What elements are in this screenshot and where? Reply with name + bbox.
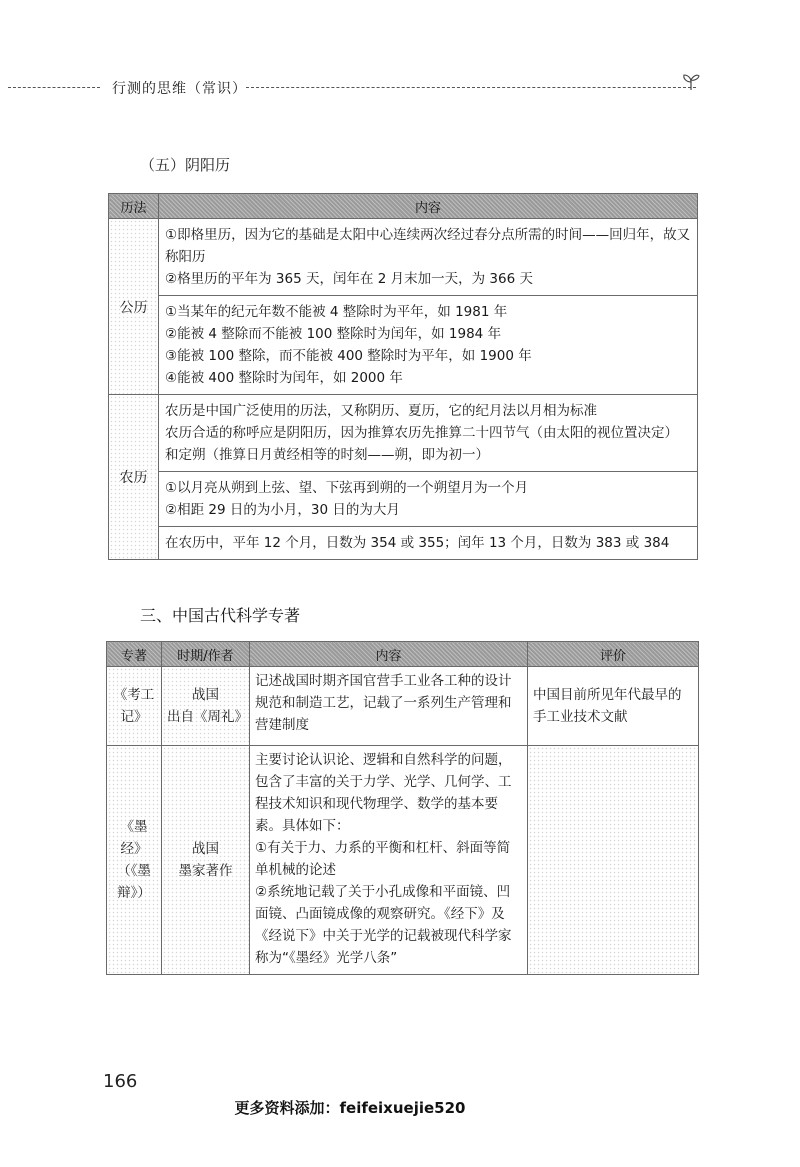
source-line: 出自《周礼》: [167, 709, 248, 725]
header-cell-book: 专著: [107, 642, 162, 667]
header-rule-left: [8, 87, 100, 88]
science-books-table: [106, 641, 699, 975]
section-title-science-books: 三、中国古代科学专著: [140, 606, 301, 625]
content-line: ①以月亮从朔到上弦、望、下弦再到朔的一个朔望月为一个月: [165, 480, 529, 496]
content-line: ③能被 100 整除，而不能被 400 整除时为平年，如 1900 年: [165, 348, 532, 364]
nongli-block-3: 在农历中，平年 12 个月，日数为 354 或 355；闰年 13 个月，日数为 383 或 384: [159, 527, 698, 560]
header-rule-right: [246, 87, 696, 88]
table-row: [107, 746, 699, 975]
book-title-line: 《墨经》: [120, 819, 148, 857]
footer-note: 更多资料添加：feifeixuejie520: [234, 1099, 466, 1117]
header-cell-calendar: 历法: [109, 194, 159, 219]
content-line: ④能被 400 整除时为闰年，如 2000 年: [165, 370, 403, 386]
page-number: 166: [103, 1071, 138, 1092]
period-mojing: [162, 746, 250, 975]
book-alt-title-line: （《墨辩》）: [117, 863, 151, 901]
content-line: 主要讨论认识论、逻辑和自然科学的问题，包含了丰富的关于力学、光学、几何学、工程技术知识和现代物理学、数学的基本要素。具体如下：: [255, 752, 512, 834]
content-line: ②能被 4 整除而不能被 100 整除时为闰年，如 1984 年: [165, 326, 502, 342]
content-line: ①有关于力、力系的平衡和杠杆、斜面等简单机械的论述: [255, 840, 511, 878]
header-cell-content: 内容: [250, 642, 528, 667]
period-line: 战国: [192, 841, 219, 857]
calendar-table: [108, 193, 698, 560]
gongli-block-1: [159, 219, 698, 296]
header-cell-period: 时期/作者: [162, 642, 250, 667]
table-row: [109, 296, 698, 395]
content-kaogongji: 记述战国时期齐国官营手工业各工种的设计规范和制造工艺，记载了一系列生产管理和营建制度: [250, 667, 528, 746]
nongli-block-1: [159, 395, 698, 472]
evaluation-kaogongji: 中国目前所见年代最早的手工业技术文献: [528, 667, 699, 746]
period-line: 战国: [192, 687, 219, 703]
content-line: 农历合适的称呼应是阴阳历，因为推算农历先推算二十四节气（由太阳的视位置决定）和定朔（推算日月黄经相等的时刻——朔，即为初一）: [165, 425, 678, 463]
table-row: [109, 395, 698, 472]
book-mojing: [107, 746, 162, 975]
table-row: [109, 472, 698, 527]
content-line: 农历是中国广泛使用的历法，又称阴历、夏历，它的纪月法以月相为标准: [165, 403, 597, 419]
content-line: ②格里历的平年为 365 天，闰年在 2 月末加一天，为 366 天: [165, 271, 533, 287]
evaluation-mojing: [528, 746, 699, 975]
running-header: [8, 76, 708, 100]
content-line: ②相距 29 日的为小月，30 日的为大月: [165, 502, 400, 518]
gongli-block-2: [159, 296, 698, 395]
period-kaogongji: [162, 667, 250, 746]
table-row: [107, 667, 699, 746]
header-title: 行测的思维（常识）: [112, 81, 247, 97]
section-title-yinyangli: （五）阴阳历: [140, 156, 231, 174]
source-line: 墨家著作: [178, 863, 233, 879]
gongli-label: 公历: [109, 219, 159, 395]
nongli-block-2: [159, 472, 698, 527]
content-mojing: [250, 746, 528, 975]
content-line: ①即格里历，因为它的基础是太阳中心连续两次经过春分点所需的时间——回归年，故又称阳历: [165, 227, 691, 265]
header-cell-evaluation: 评价: [528, 642, 699, 667]
content-line: ②系统地记载了关于小孔成像和平面镜、凹面镜、凸面镜成像的观察研究。《经下》及《经说下》中关于光学的记载被现代科学家称为“《墨经》光学八条”: [255, 884, 512, 966]
sprout-icon: [680, 70, 702, 92]
calendar-table-header: [109, 194, 698, 219]
table-row: [109, 219, 698, 296]
science-table-header: [107, 642, 699, 667]
header-cell-content: 内容: [159, 194, 698, 219]
book-kaogongji: 《考工记》: [107, 667, 162, 746]
content-line: ①当某年的纪元年数不能被 4 整除时为平年，如 1981 年: [165, 304, 508, 320]
table-row: [109, 527, 698, 560]
nongli-label: 农历: [109, 395, 159, 560]
